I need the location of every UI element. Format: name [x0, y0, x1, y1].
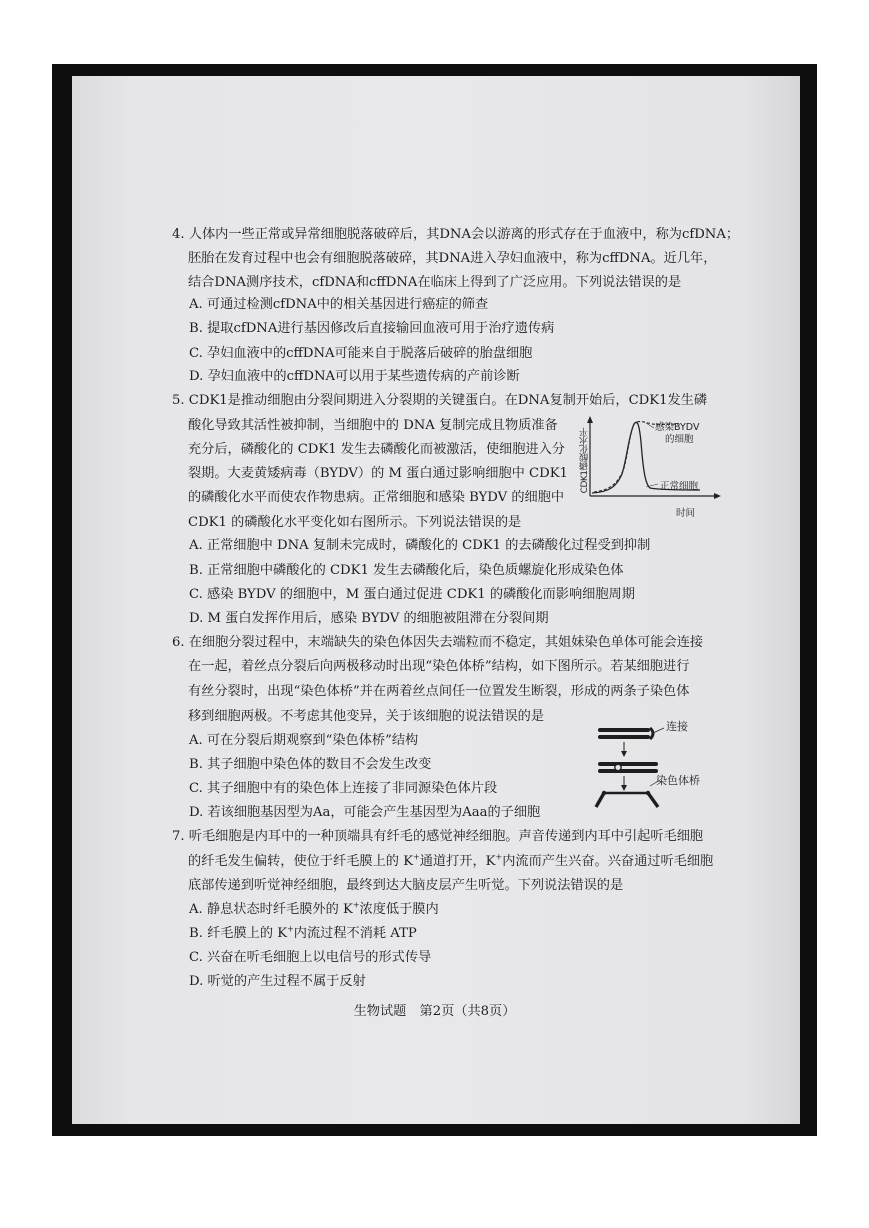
figure-label-infected-2: 的细胞	[665, 434, 694, 445]
arrow-1-head	[621, 751, 627, 757]
arrow-2-head	[621, 785, 627, 791]
chromosome-bridge-shape	[596, 791, 658, 807]
figure-label-bridge: 染色体桥	[656, 774, 700, 787]
q4-option-c: C. 孕妇血液中的cffDNA可能来自于脱落后破碎的胎盘细胞	[189, 346, 533, 361]
q5-stem-line-4: 裂期。大麦黄矮病毒（BYDV）的 M 蛋白通过影响细胞中 CDK1	[188, 466, 568, 481]
page-footer: 生物试题 第2页（共8页）	[353, 1004, 516, 1019]
q7-option-b-part-2: 内流过程不消耗 ATP	[293, 926, 417, 941]
q7-superscript-2: +	[495, 852, 503, 862]
q4-stem-line-3: 结合DNA测序技术，cfDNA和cffDNA在临床上得到了广泛应用。下列说法错误的是	[188, 275, 682, 290]
q6-stem-line-3: 有丝分裂时，出现“染色体桥”并在两着丝点间任一位置发生断裂，形成的两条子染色体	[188, 684, 690, 699]
q4-option-d: D. 孕妇血液中的cffDNA可以用于某些遗传病的产前诊断	[189, 369, 520, 384]
figure-label-infected-1: 感染BYDV	[655, 422, 700, 433]
q6-option-c: C. 其子细胞中有的染色体上连接了非同源染色体片段	[189, 781, 498, 796]
figure-label-normal: 正常细胞	[660, 481, 699, 492]
q6-stem-line-4: 移到细胞两极。不考虑其他变异，关于该细胞的说法错误的是	[188, 709, 545, 724]
sister-chromatids-joined	[598, 728, 653, 739]
q7-option-d: D. 听觉的产生过程不属于反射	[189, 974, 366, 989]
q7-stem-line-2-part-2: 通道打开，K	[419, 854, 496, 869]
figure-label-connect: 连接	[666, 720, 688, 733]
leader-connect	[653, 728, 664, 733]
q7-stem-line-3: 底部传递到听觉神经细胞，最终到达大脑皮层产生听觉。下列说法错误的是	[188, 878, 624, 893]
chromosome-bridge-figure	[590, 718, 670, 814]
q7-option-a-part-2: 浓度低于膜内	[359, 902, 439, 917]
q7-stem-line-2-part-1: 的纤毛发生偏转，使位于纤毛膜上的 K	[188, 854, 414, 869]
q5-stem-line-2: 酸化导致其活性被抑制，当细胞中的 DNA 复制完成且物质准备	[188, 418, 558, 433]
figure-ylabel: CDK1磷酸化水平	[580, 428, 590, 494]
q6-stem-line-2: 在一起，着丝点分裂后向两极移动时出现“染色体桥”结构，如下图所示。若某细胞进行	[188, 659, 690, 674]
figure-y-arrow	[587, 416, 593, 423]
q4-option-a: A. 可通过检测cfDNA中的相关基因进行癌症的筛查	[189, 297, 489, 312]
q5-stem-line-3: 充分后，磷酸化的 CDK1 发生去磷酸化而被激活，使细胞进入分	[188, 442, 565, 457]
q6-option-b: B. 其子细胞中染色体的数目不会发生改变	[189, 757, 432, 772]
q7-option-b-superscript: +	[287, 924, 294, 934]
q5-option-a: A. 正常细胞中 DNA 复制未完成时，磷酸化的 CDK1 的去磷酸化过程受到抑制	[189, 538, 651, 553]
q7-option-a-part-1: A. 静息状态时纤毛膜外的 K	[189, 902, 353, 917]
q7-option-c: C. 兴奋在听毛细胞上以电信号的形式传导	[189, 950, 432, 965]
q5-option-d: D. M 蛋白发挥作用后，感染 BYDV 的细胞被阻滞在分裂间期	[189, 611, 549, 626]
cdk1-phosphorylation-figure	[574, 414, 724, 520]
q5-stem-line-6: CDK1 的磷酸化水平变化如右图所示。下列说法错误的是	[188, 515, 522, 530]
q4-stem-line-2: 胚胎在发育过程中也会有细胞脱落破碎，其DNA进入孕妇血液中，称为cffDNA。近几年，	[188, 251, 717, 266]
q5-option-b: B. 正常细胞中磷酸化的 CDK1 发生去磷酸化后，染色质螺旋化形成染色体	[189, 563, 624, 578]
q7-option-a-superscript: +	[352, 900, 360, 910]
figure-xlabel: 时间	[676, 508, 696, 519]
q7-stem-line-2-part-3: 内流而产生兴奋。兴奋通过听毛细胞	[502, 854, 714, 869]
q7-stem-line-2	[188, 853, 713, 871]
q7-option-a	[189, 901, 439, 919]
q5-stem-line-1: 5. CDK1是推动细胞由分裂间期进入分裂期的关键蛋白。在DNA复制开始后，CDK1发生磷	[172, 393, 708, 408]
q7-stem-line-1: 7. 听毛细胞是内耳中的一种顶端具有纤毛的感觉神经细胞。声音传递到内耳中引起听毛细胞	[172, 829, 704, 844]
q5-option-c: C. 感染 BYDV 的细胞中，M 蛋白通过促进 CDK1 的磷酸化而影响细胞周期	[189, 587, 635, 602]
q7-option-b	[189, 925, 417, 943]
q4-option-b: B. 提取cfDNA进行基因修改后直接输回血液可用于治疗遗传病	[189, 321, 555, 336]
q7-superscript-1: +	[413, 852, 420, 862]
q4-stem-line-1: 4. 人体内一些正常或异常细胞脱落破碎后，其DNA会以游离的形式存在于血液中，称为cfDNA；	[172, 227, 740, 242]
joined-chromatids-with-centromeres	[598, 762, 658, 773]
q7-option-b-part-1: B. 纤毛膜上的 K	[189, 926, 288, 941]
q6-stem-line-1: 6. 在细胞分裂过程中，末端缺失的染色体因失去端粒而不稳定，其姐妹染色单体可能会连接	[172, 635, 704, 650]
q5-stem-line-5: 的磷酸化水平而使农作物患病。正常细胞和感染 BYDV 的细胞中	[188, 490, 565, 505]
q6-option-d: D. 若该细胞基因型为Aa，可能会产生基因型为Aaa的子细胞	[189, 805, 541, 820]
q6-option-a: A. 可在分裂后期观察到“染色体桥”结构	[189, 733, 419, 748]
figure-x-arrow	[714, 493, 721, 499]
